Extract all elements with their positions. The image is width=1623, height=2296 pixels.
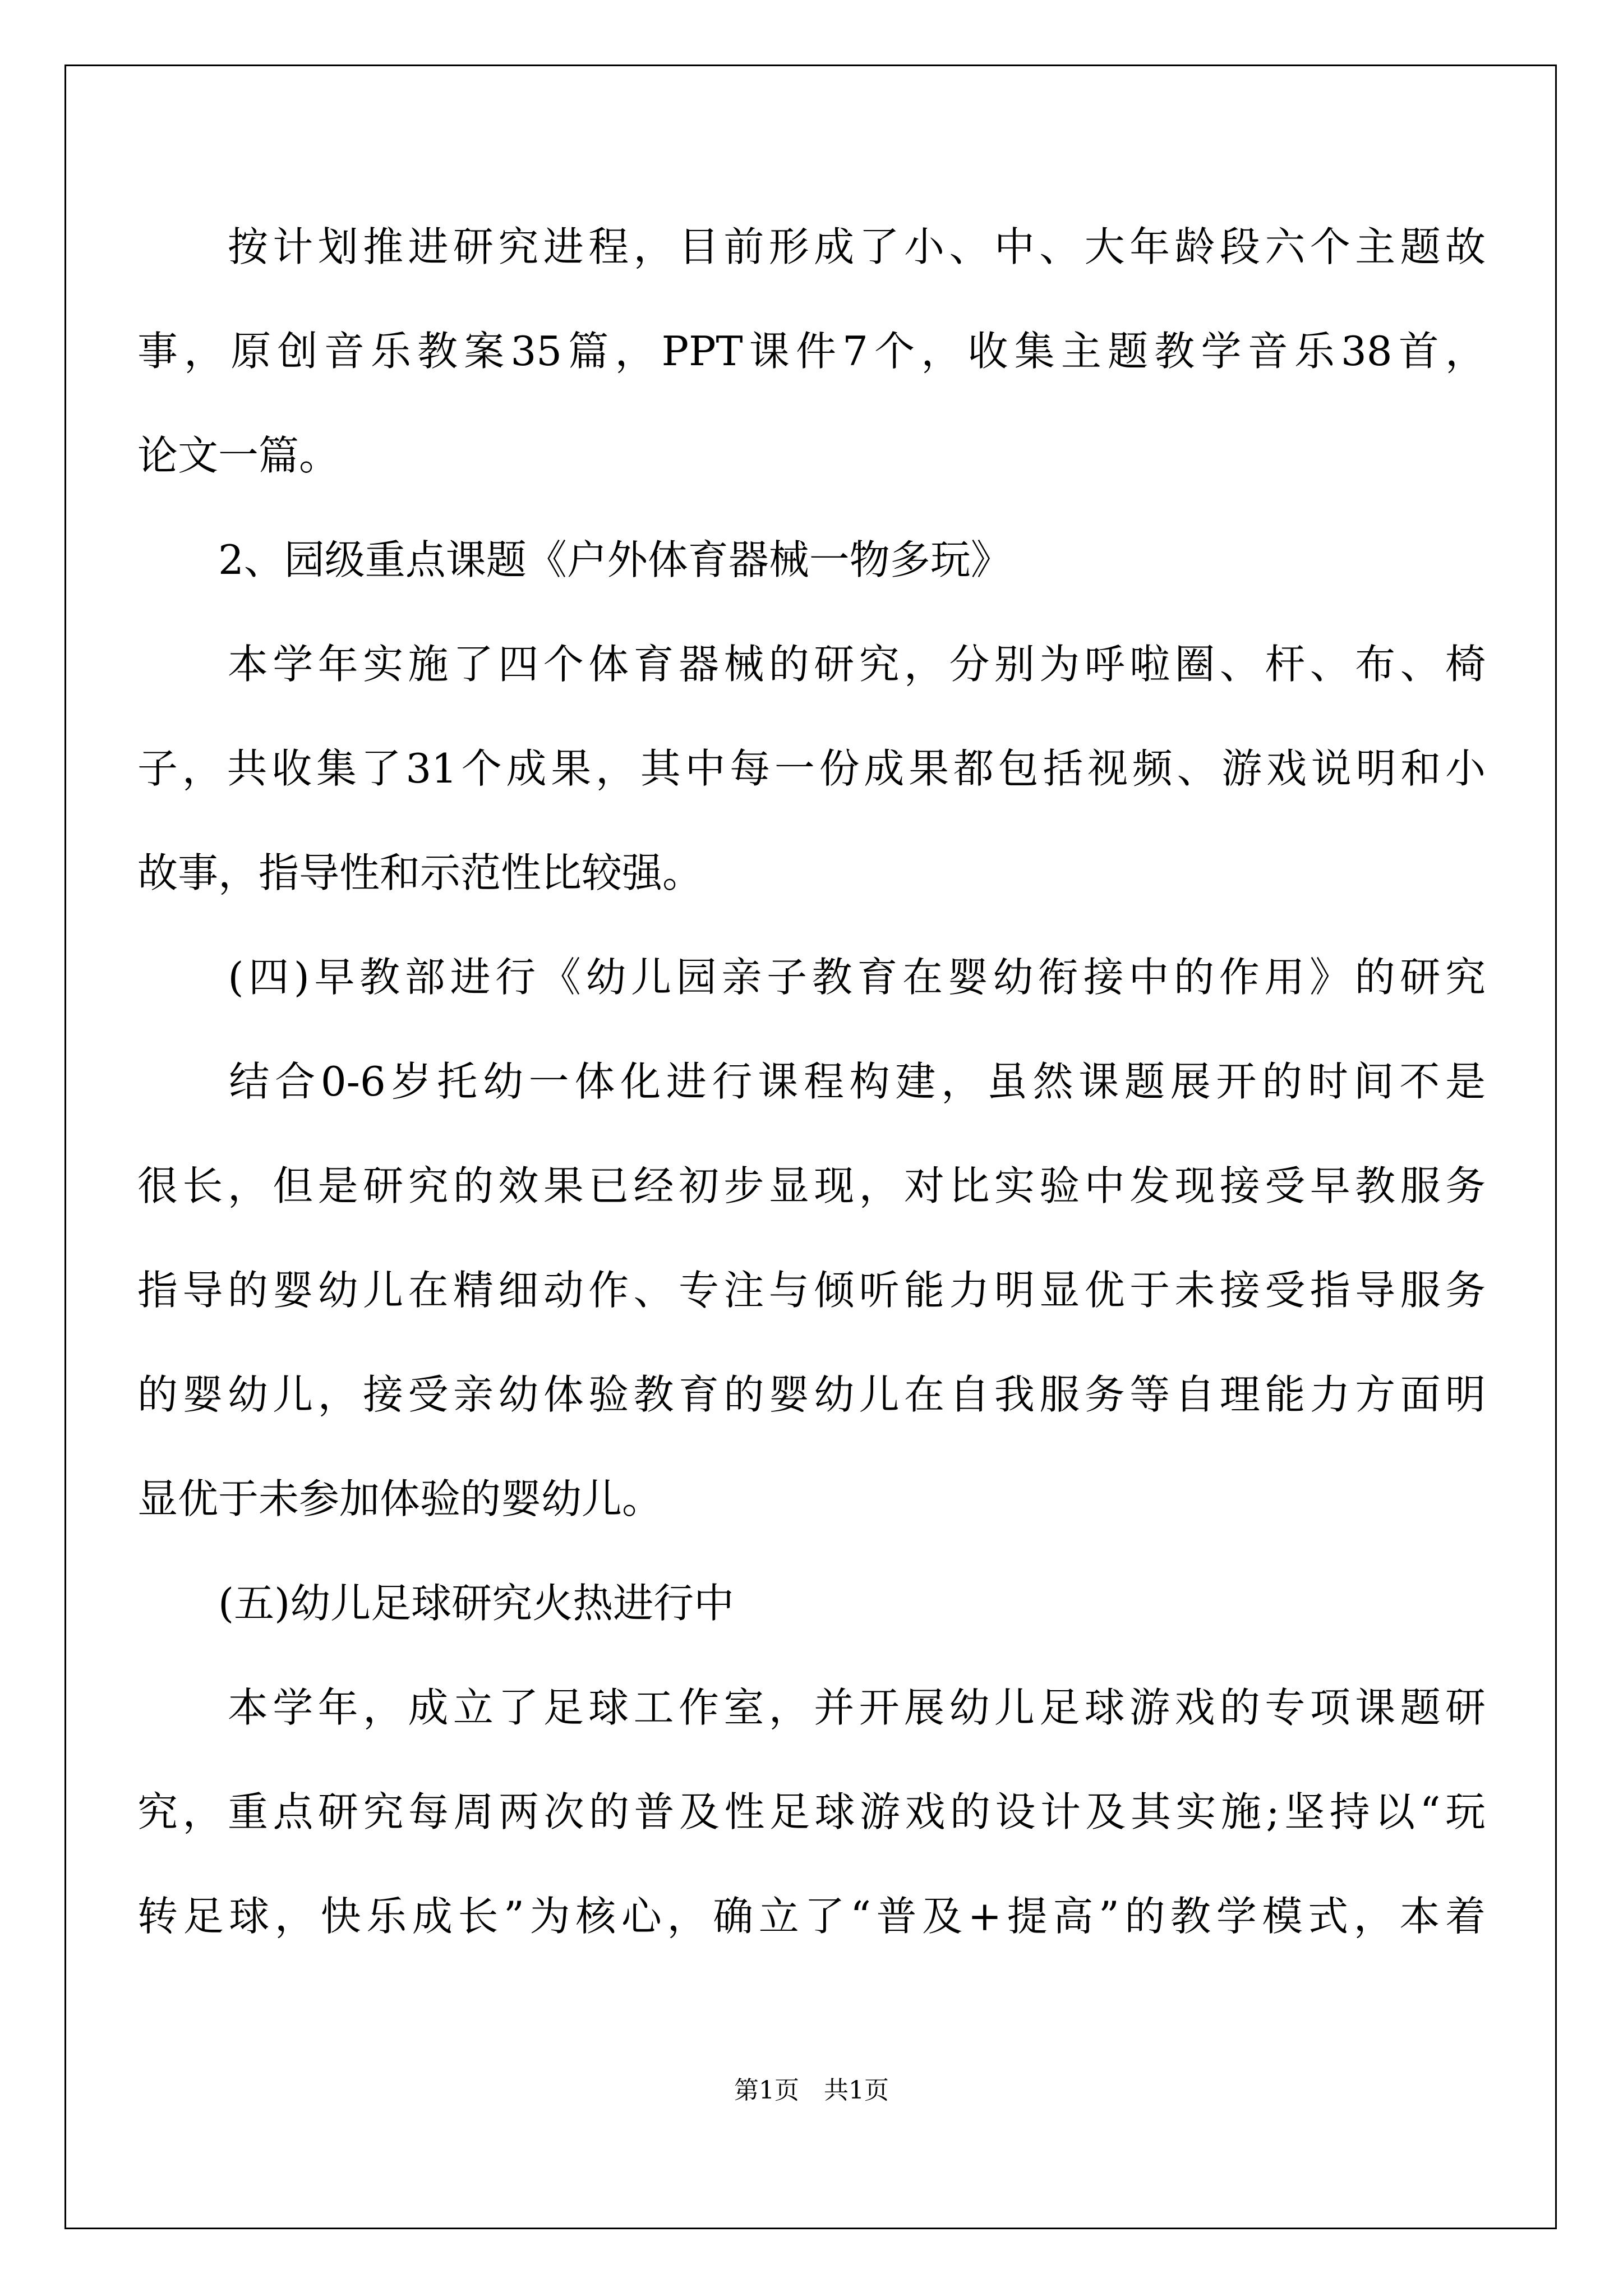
text-line: 2、园级重点课题《户外体育器械一物多玩》: [137, 536, 1011, 583]
text-line: 究，重点研究每周两次的普及性足球游戏的设计及其实施;坚持以“玩: [137, 1788, 1486, 1835]
text-line: 指导的婴幼儿在精细动作、专注与倾听能力明显优于未接受指导服务: [137, 1267, 1486, 1314]
text-line: 事，原创音乐教案35篇，PPT课件7个，收集主题教学音乐38首，: [137, 328, 1486, 375]
text-line: 的婴幼儿，接受亲幼体验教育的婴幼儿在自我服务等自理能力方面明: [137, 1371, 1486, 1418]
page-footer: 第1页 共1页: [734, 2076, 889, 2105]
text-line: 很长，但是研究的效果已经初步显现，对比实验中发现接受早教服务: [137, 1162, 1486, 1209]
text-line: 结合0-6岁托幼一体化进行课程构建，虽然课题展开的时间不是: [137, 1058, 1486, 1105]
text-line: 子，共收集了31个成果，其中每一份成果都包括视频、游戏说明和小: [137, 745, 1486, 792]
text-line: 故事，指导性和示范性比较强。: [137, 849, 703, 896]
text-line: 本学年实施了四个体育器械的研究，分别为呼啦圈、杆、布、椅: [137, 641, 1486, 688]
text-line: 论文一篇。: [137, 432, 340, 479]
text-line: (四)早教部进行《幼儿园亲子教育在婴幼衔接中的作用》的研究: [137, 954, 1486, 1001]
text-line: 转足球，快乐成长”为核心，确立了“普及+提高”的教学模式，本着: [137, 1893, 1486, 1940]
text-line: 显优于未参加体验的婴幼儿。: [137, 1475, 663, 1522]
text-line: (五)幼儿足球研究火热进行中: [137, 1580, 735, 1627]
text-line: 本学年，成立了足球工作室，并开展幼儿足球游戏的专项课题研: [137, 1684, 1486, 1731]
text-line: 按计划推进研究进程，目前形成了小、中、大年龄段六个主题故: [137, 223, 1486, 270]
